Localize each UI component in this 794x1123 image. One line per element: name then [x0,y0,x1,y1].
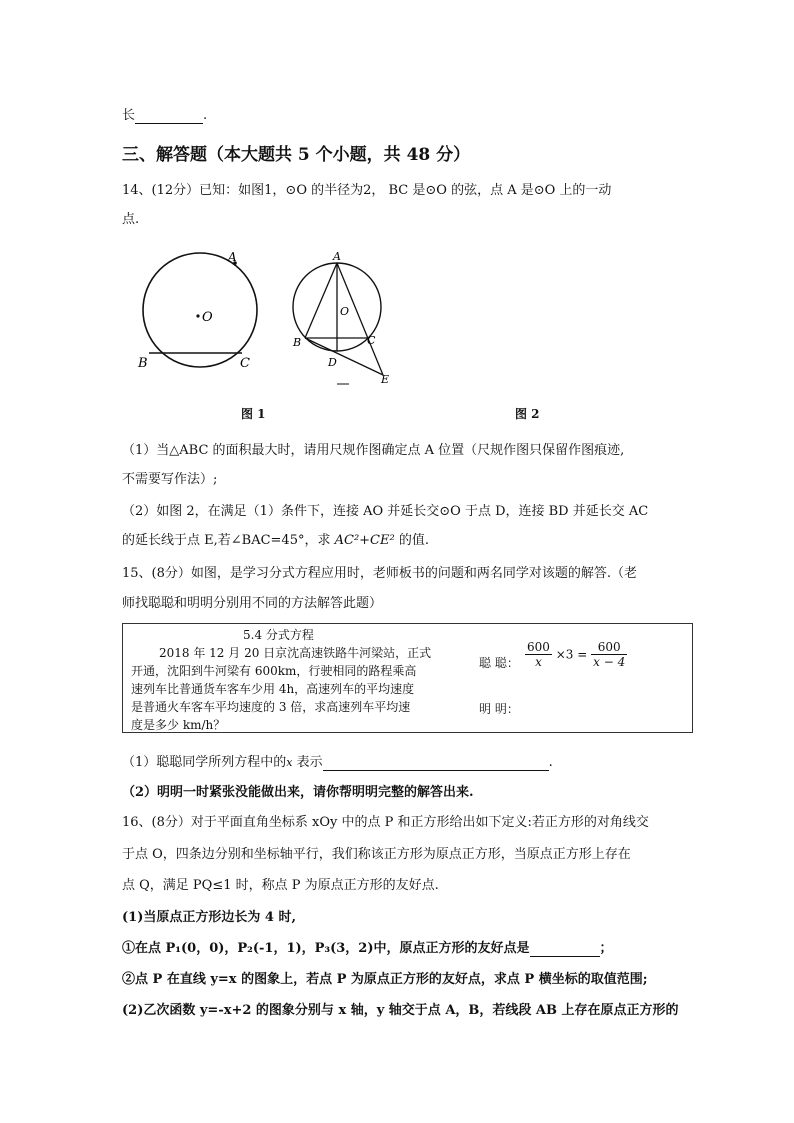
equation-fraction-left [525,640,552,669]
q14-part2-text-a: 的延长线于点 E,若∠BAC=45°，求 [122,533,335,548]
q14-line1: 14、(12分）已知：如图1，⊙O 的半径为2， BC 是⊙O 的弦，点 A 是⊙O 上的一动 [122,183,612,198]
box-problem-line1: 2018 年 12 月 20 日京沈高速铁路牛河梁站，正式 [159,646,432,660]
q15-line1: 15、(8分）如图，是学习分式方程应用时，老师板书的问题和两名同学对该题的解答.（老 [122,566,638,581]
fig1-center-dot [196,314,199,317]
congcong-label: 聪 聪： [479,656,519,670]
top-answer-line [122,104,207,124]
q14-part2-expression: AC²+CE² [334,533,395,548]
box-problem-line4: 是普通火车客车平均速度的 3 倍，求高速列车平均速 [131,700,411,714]
q16-sub1b: ②点 P 在直线 y=x 的图象上，若点 P 为原点正方形的友好点，求点 P 横坐标的取值范围; [122,972,648,987]
right-numerator: 600 [591,640,627,655]
box-problem-line3: 速列车比普通货车客车少用 4h，高速列车的平均速度 [131,682,415,696]
q15-part1-text-b: 表示 [292,755,323,770]
box-problem-line2: 开通，沈阳到牛河梁有 600km，行驶相同的路程乘高 [131,664,417,678]
fig1-caption: 图 1 [241,407,266,421]
fig1-label-b: B [138,356,148,371]
figure-2 [285,245,400,390]
fig2-label-b: B [293,336,302,349]
right-denominator: x − 4 [593,655,626,669]
left-denominator: x [535,655,542,669]
q14-part2-line1: （2）如图 2，在满足（1）条件下，连接 AO 并延长交⊙O 于点 D，连接 BD 并延长交 AC [122,504,649,519]
fig2-label-a: A [333,250,341,263]
blackboard-box [122,623,693,733]
q16-sub2: (2)乙次函数 y=-x+2 的图象分别与 x 轴，y 轴交于点 A，B，若线段 AB 上存在原点正方形的 [122,1003,679,1018]
answer-blank [135,108,203,124]
top-line-suffix: . [203,108,208,123]
section-heading: 三、解答题（本大题共 5 个小题，共 48 分） [122,145,471,165]
fig2-segment-ae [337,263,383,375]
fig2-label-e: E [381,373,390,386]
q16-sub1a [122,937,613,957]
fig1-label-o: O [202,310,213,325]
q14-part2-text-b: 的值. [394,533,429,548]
congcong-equation [525,640,627,669]
figure-1 [130,240,270,380]
fig1-label-a: A [228,250,237,264]
top-line-prefix: 长 [122,108,136,123]
q15-part1-end: . [548,755,553,770]
fig2-label-c: C [367,334,376,347]
q16-sub1a-text: ①在点 P₁(0，0)，P₂(-1，1)，P₃(3，2)中，原点正方形的友好点是 [122,941,530,956]
q14-line2: 点. [122,212,140,227]
q16-line2: 于点 O，四条边分别和坐标轴平行，我们称该正方形为原点正方形，当原点正方形上存在 [122,847,631,862]
q14-part1-line2: 不需要写作法）; [122,472,218,487]
q16-line1: 16、(8分）对于平面直角坐标系 xOy 中的点 P 和正方形给出如下定义:若正方形的对角线交 [122,815,649,830]
box-heading: 5.4 分式方程 [243,628,314,642]
q14-part2-line2 [122,529,429,548]
q16-answer-blank [530,941,600,957]
q16-line3: 点 Q，满足 PQ≤1 时，称点 P 为原点正方形的友好点. [122,878,439,893]
q15-part1 [122,751,553,771]
q15-answer-blank [323,755,549,771]
fig2-label-o: O [340,305,350,318]
left-numerator: 600 [527,640,550,654]
box-problem-line5: 度是多少 km/h？ [131,718,226,732]
fig2-segment-ab [305,263,337,338]
q14-part1-line1: （1）当△ABC 的面积最大时，请用尺规作图确定点 A 位置（尺规作图只保留作图痕迹, [122,443,625,458]
q16-sub1: (1)当原点正方形边长为 4 时, [122,910,296,925]
equation-middle: ×3 = [555,647,588,662]
fig1-circle [143,253,257,367]
mingming-label: 明 明： [479,702,519,716]
fig2-caption: 图 2 [515,407,540,421]
equation-fraction-right [591,640,627,669]
q15-part1-variable: x [286,756,293,769]
fig2-label-d: D [328,356,337,369]
fig1-label-c: C [240,356,250,371]
q15-line2: 师找聪聪和明明分别用不同的方法解答此题） [122,596,383,611]
q16-sub1a-end: ； [599,941,613,956]
q15-part1-text: （1）聪聪同学所列方程中的 [122,755,287,770]
q15-part2: （2）明明一时紧张没能做出来，请你帮明明完整的解答出来. [122,785,474,800]
